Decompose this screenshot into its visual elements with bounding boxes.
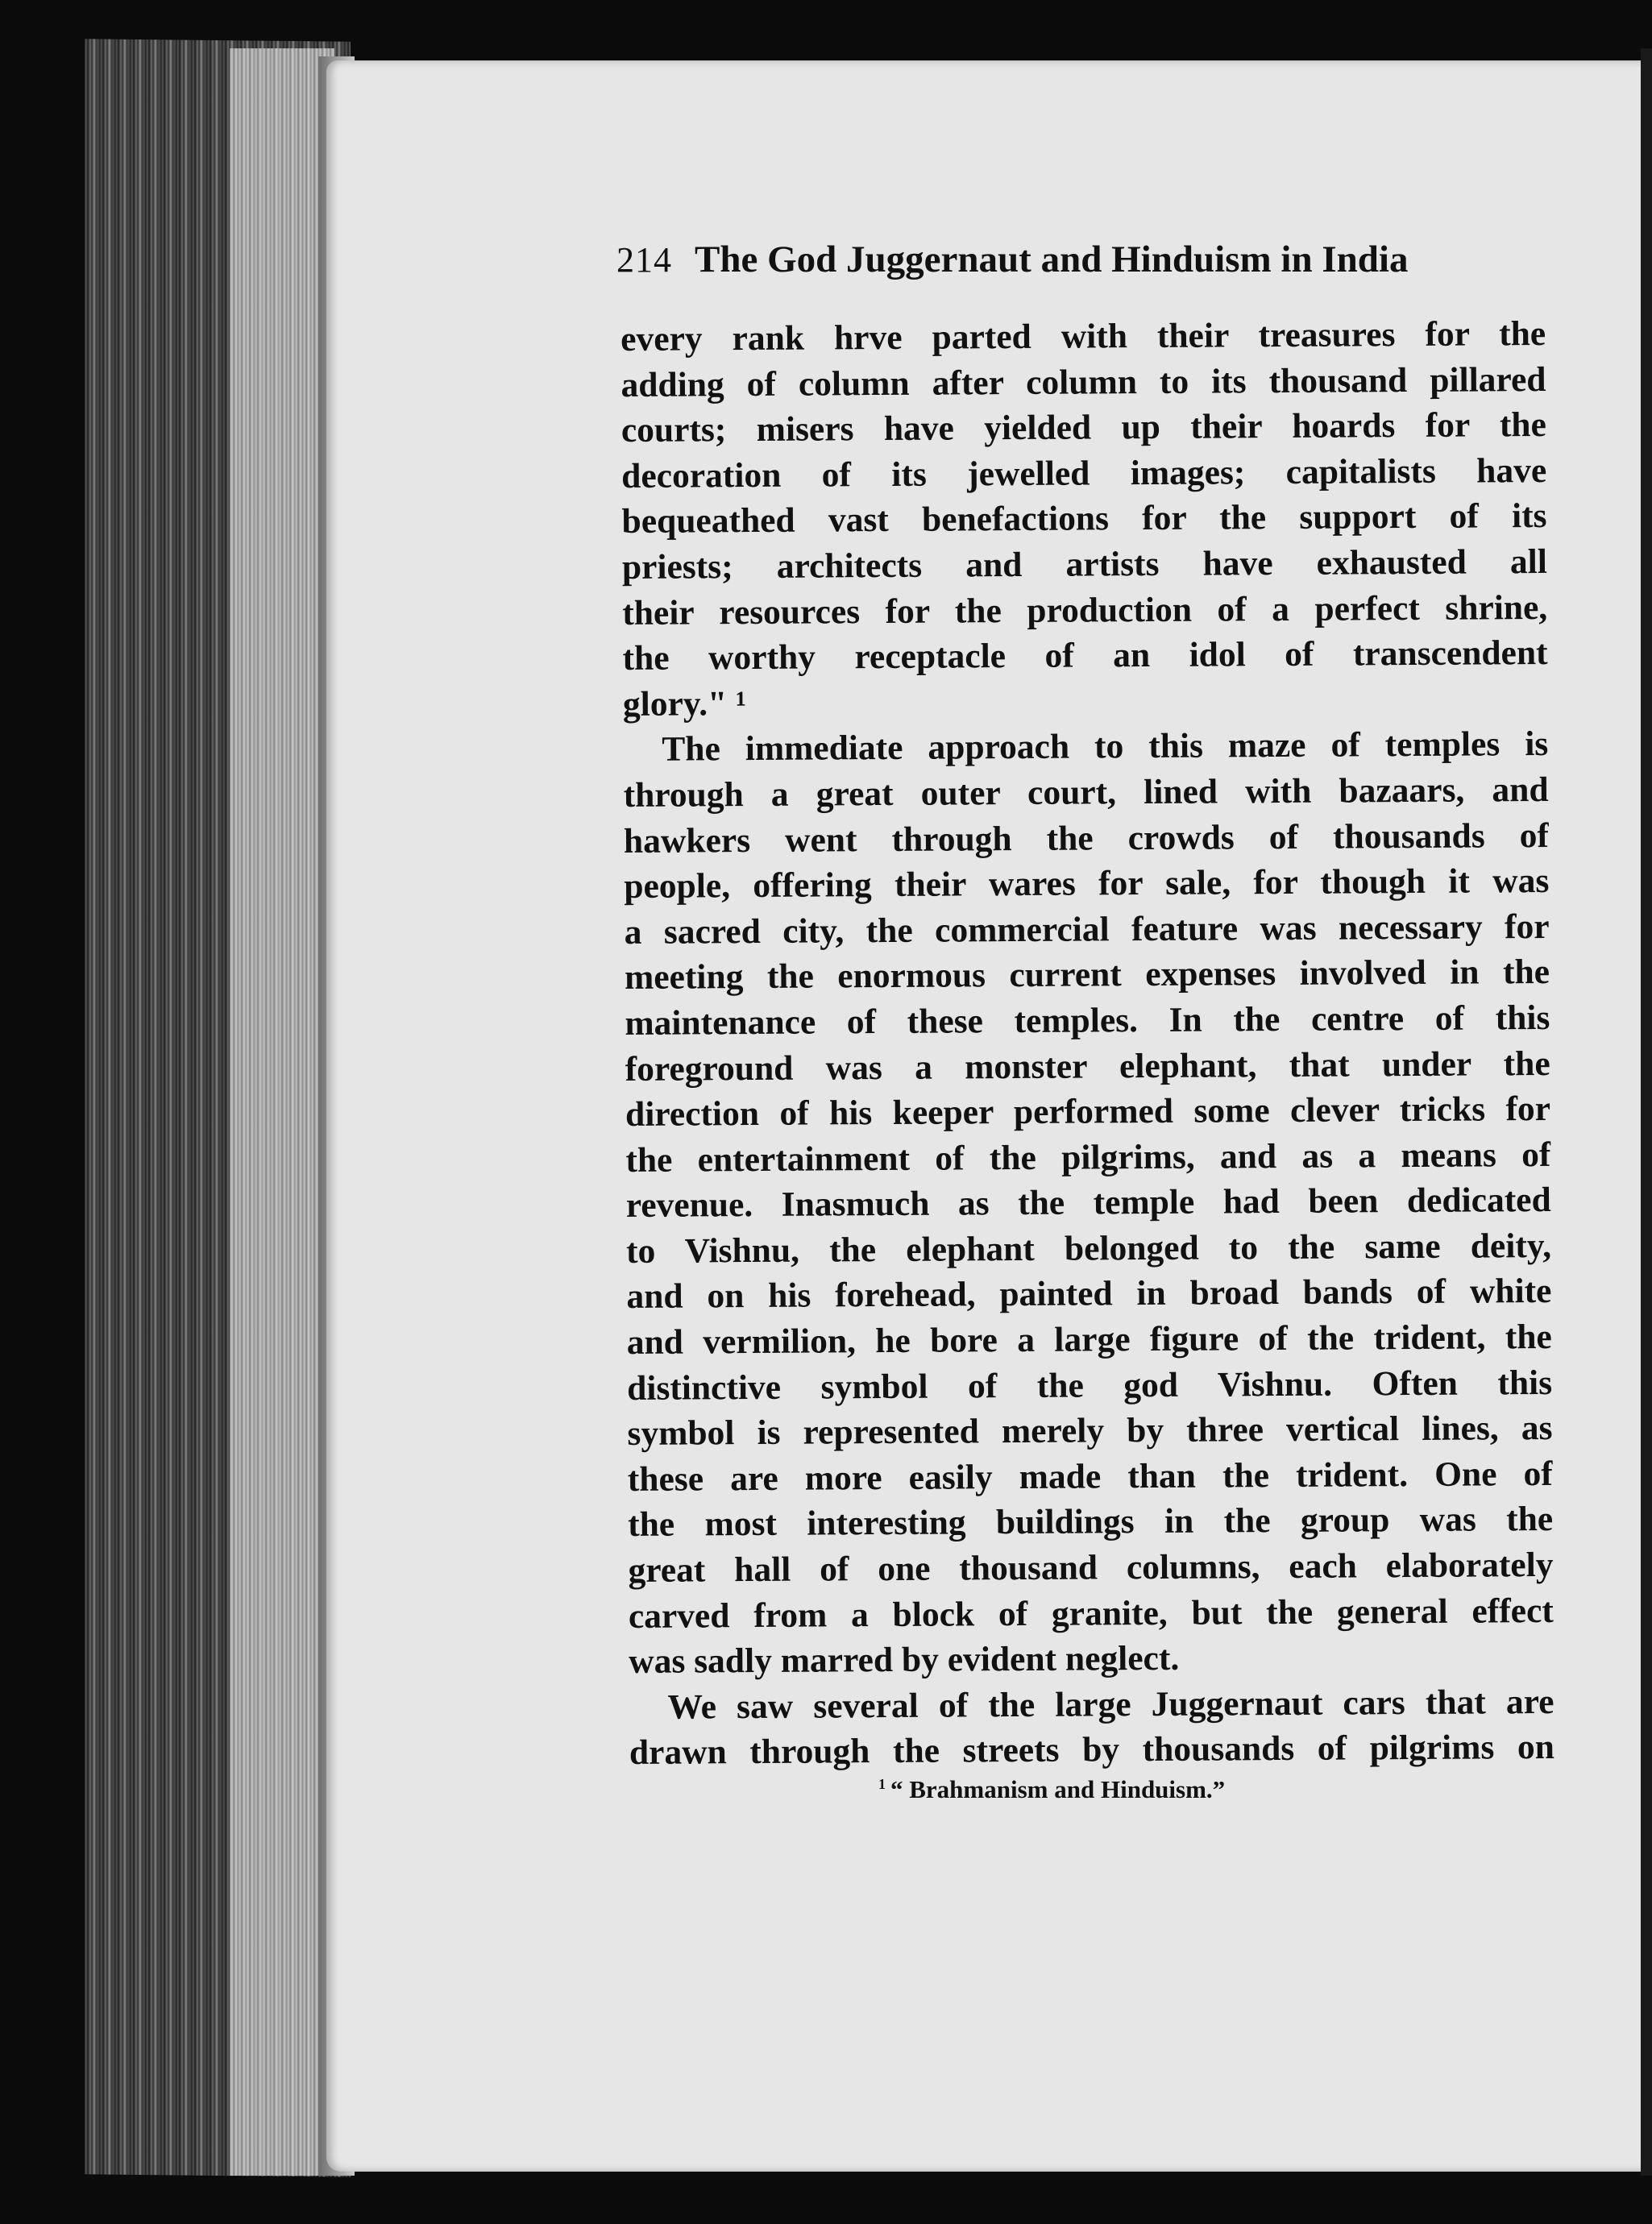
text-line: adding of column after column to its thousand pillared: [621, 359, 1546, 405]
text-line: bequeathed vast benefactions for the support of its: [621, 496, 1547, 541]
running-header: [616, 238, 1523, 294]
page-number: 214: [616, 240, 672, 280]
text-line: symbol is represented merely by three vertical lines, as: [627, 1409, 1553, 1454]
text-line: through a great outer court, lined with bazaars, and: [623, 770, 1549, 815]
text-line: foreground was a monster elephant, that under the: [625, 1044, 1550, 1089]
body-text: [621, 311, 1554, 1776]
text-line: hawkers went through the crowds of thousands of: [623, 815, 1550, 861]
text-line: every rank hrve parted with their treasures for the: [621, 313, 1546, 359]
footnote-text: “ Brahmanism and Hinduism.”: [890, 1775, 1226, 1803]
text-line-paragraph-end: glory." ¹: [622, 683, 747, 724]
text-line: priests; architects and artists have exhausted all: [621, 541, 1548, 587]
text-line-paragraph-start: We saw several of the large Juggernaut cars that are: [667, 1682, 1554, 1727]
scan-border-right: [1641, 48, 1652, 2176]
text-line-paragraph-end: was sadly marred by evident neglect.: [629, 1639, 1180, 1682]
text-line: meeting the enormous current expenses involved in the: [624, 952, 1550, 998]
text-line: and vermilion, he bore a large figure of the trident, the: [626, 1317, 1552, 1363]
text-line: these are more easily made than the trident. One of: [627, 1454, 1553, 1499]
text-line: to Vishnu, the elephant belonged to the same deity,: [625, 1226, 1552, 1271]
text-line: great hall of one thousand columns, each elaborately: [628, 1545, 1554, 1591]
text-line: maintenance of these temples. In the centre of this: [625, 998, 1550, 1043]
footnote: [878, 1775, 1362, 1804]
text-line: carved from a block of granite, but the general effect: [628, 1591, 1554, 1636]
text-line: and on his forehead, painted in broad bands of white: [626, 1272, 1552, 1317]
footnote-marker: 1: [878, 1775, 886, 1792]
text-line: decoration of its jewelled images; capitalists have: [621, 450, 1547, 496]
text-line: revenue. Inasmuch as the temple had been dedicated: [625, 1180, 1551, 1226]
text-line: drawn through the streets by thousands of pilgrims on: [629, 1728, 1555, 1773]
text-line: the worthy receptacle of an idol of transcendent: [622, 633, 1548, 678]
text-line: distinctive symbol of the god Vishnu. Often this: [626, 1363, 1553, 1408]
text-line: the most interesting buildings in the group was the: [628, 1500, 1554, 1545]
text-line: courts; misers have yielded up their hoards for the: [621, 405, 1546, 450]
text-line: a sacred city, the commercial feature was necessary for: [624, 907, 1550, 952]
text-line: people, offering their wares for sale, for though it was: [624, 861, 1550, 907]
running-title: The God Juggernaut and Hinduism in India: [695, 239, 1409, 280]
text-line: their resources for the production of a perfect shrine,: [622, 587, 1548, 633]
text-line: the entertainment of the pilgrims, and as a means of: [625, 1135, 1551, 1180]
text-line-paragraph-start: The immediate approach to this maze of temples is: [662, 724, 1549, 770]
text-line: direction of his keeper performed some clever tricks for: [625, 1089, 1551, 1135]
